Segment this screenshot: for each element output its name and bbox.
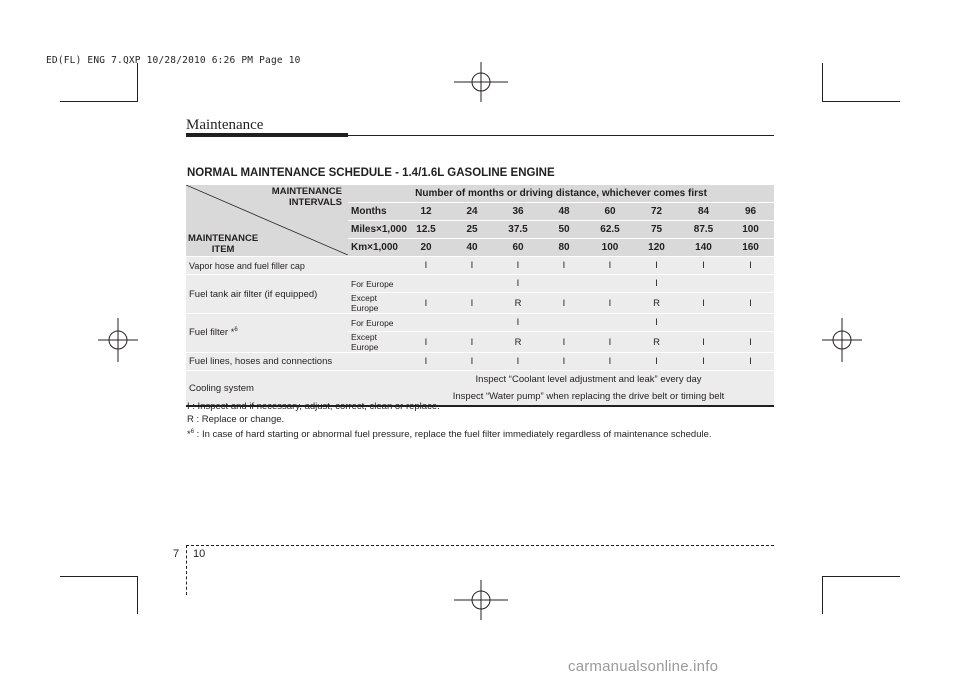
schedule-cell: I	[495, 314, 541, 332]
schedule-cell: I	[587, 293, 633, 314]
miles-label: Miles×1,000	[348, 221, 403, 239]
table-row-fuel-filter-europe	[186, 314, 774, 332]
months-cell: 72	[633, 203, 680, 221]
crop-mark	[822, 63, 823, 101]
cooling-line-2: Inspect “Water pump” when replacing the drive belt or timing belt	[452, 391, 725, 402]
months-cell: 48	[541, 203, 587, 221]
footer-rule	[186, 545, 774, 546]
corner-intervals-label: MAINTENANCE INTERVALS	[271, 186, 342, 208]
note-inspect: I : Inspect and if necessary, adjust, correct, clean or replace.	[187, 401, 440, 412]
schedule-cell: I	[587, 332, 633, 353]
schedule-cell: I	[403, 353, 449, 371]
table-header-row	[186, 185, 774, 203]
crop-mark	[822, 101, 900, 102]
item-label: Fuel lines, hoses and connections	[186, 353, 403, 371]
miles-cell: 12.5	[403, 221, 449, 239]
months-cell: 24	[449, 203, 495, 221]
registration-mark-icon	[454, 62, 508, 102]
miles-cell: 50	[541, 221, 587, 239]
schedule-cell	[727, 314, 774, 332]
km-label: Km×1,000	[348, 239, 403, 257]
crop-mark	[822, 576, 823, 614]
schedule-cell	[449, 275, 495, 293]
schedule-cell	[727, 275, 774, 293]
schedule-cell	[541, 275, 587, 293]
miles-cell: 100	[727, 221, 774, 239]
header-rule-thin	[348, 135, 774, 136]
page-header-title: Maintenance	[186, 117, 264, 133]
schedule-cell: I	[633, 314, 680, 332]
region-label: For Europe	[348, 314, 403, 332]
note-replace: R : Replace or change.	[187, 414, 285, 425]
schedule-cell: I	[633, 257, 680, 275]
page-number-value: 10	[193, 548, 206, 560]
schedule-cell: I	[541, 332, 587, 353]
item-label: Fuel tank air filter (if equipped)	[186, 275, 348, 314]
schedule-cell: I	[727, 257, 774, 275]
section-title: NORMAL MAINTENANCE SCHEDULE - 1.4/1.6L GASOLINE ENGINE	[187, 167, 555, 179]
months-cell: 84	[680, 203, 727, 221]
schedule-cell: I	[449, 353, 495, 371]
km-cell: 120	[633, 239, 680, 257]
table-row-tank-filter-europe	[186, 275, 774, 293]
print-slug: ED(FL) ENG 7.QXP 10/28/2010 6:26 PM Page 10	[46, 55, 301, 66]
schedule-cell	[403, 314, 449, 332]
schedule-cell: I	[495, 257, 541, 275]
registration-mark-icon	[98, 318, 138, 362]
schedule-cell: I	[727, 293, 774, 314]
schedule-cell: I	[587, 257, 633, 275]
region-label: For Europe	[348, 275, 403, 293]
chapter-number: 7	[173, 548, 180, 560]
months-cell: 60	[587, 203, 633, 221]
schedule-cell: I	[541, 293, 587, 314]
crop-mark	[60, 101, 138, 102]
km-cell: 100	[587, 239, 633, 257]
watermark: carmanualsonline.info	[568, 658, 719, 675]
schedule-cell	[587, 314, 633, 332]
schedule-cell	[680, 275, 727, 293]
corner-item-label: MAINTENANCE ITEM	[188, 233, 259, 255]
km-cell: 140	[680, 239, 727, 257]
crop-mark	[822, 576, 900, 577]
km-cell: 160	[727, 239, 774, 257]
note-fuel-filter: *$^6$ : In case of hard starting or abnormal fuel pressure, replace the fuel filter immediately regardless of maintenance schedule.	[187, 429, 712, 441]
km-cell: 60	[495, 239, 541, 257]
schedule-cell: R	[633, 293, 680, 314]
registration-mark-icon	[454, 580, 508, 620]
region-label: Except Europe	[348, 332, 403, 353]
schedule-cell	[403, 275, 449, 293]
region-label: Except Europe	[348, 293, 403, 314]
schedule-cell	[541, 314, 587, 332]
header-rule	[186, 133, 348, 137]
span-header: Number of months or driving distance, whichever comes first	[348, 185, 774, 203]
cooling-line-1: Inspect “Coolant level adjustment and leak” every day	[475, 374, 702, 385]
schedule-cell: I	[403, 293, 449, 314]
schedule-cell: I	[680, 353, 727, 371]
legend-notes	[187, 400, 712, 441]
table-corner-cell	[186, 185, 348, 257]
schedule-cell: I	[449, 293, 495, 314]
schedule-cell: I	[541, 353, 587, 371]
schedule-cell: I	[541, 257, 587, 275]
schedule-cell: I	[680, 332, 727, 353]
schedule-cell	[680, 314, 727, 332]
months-cell: 96	[727, 203, 774, 221]
miles-cell: 75	[633, 221, 680, 239]
item-label: Vapor hose and fuel filler cap	[186, 257, 403, 275]
schedule-cell: I	[449, 257, 495, 275]
schedule-cell: I	[403, 332, 449, 353]
table-row-vapor-hose	[186, 257, 774, 275]
miles-cell: 87.5	[680, 221, 727, 239]
crop-mark	[137, 63, 138, 101]
schedule-cell: I	[449, 332, 495, 353]
schedule-cell	[587, 275, 633, 293]
miles-cell: 25	[449, 221, 495, 239]
months-cell: 12	[403, 203, 449, 221]
months-label: Months	[348, 203, 403, 221]
schedule-cell: I	[495, 353, 541, 371]
km-cell: 20	[403, 239, 449, 257]
maintenance-schedule-table	[186, 184, 774, 407]
schedule-cell: I	[633, 353, 680, 371]
table-row-fuel-lines	[186, 353, 774, 371]
km-cell: 40	[449, 239, 495, 257]
schedule-cell: R	[633, 332, 680, 353]
schedule-cell: I	[680, 257, 727, 275]
schedule-cell: I	[727, 353, 774, 371]
schedule-cell: R	[495, 332, 541, 353]
miles-cell: 62.5	[587, 221, 633, 239]
schedule-cell: I	[403, 257, 449, 275]
schedule-cell: I	[680, 293, 727, 314]
crop-mark	[60, 576, 138, 577]
item-label: Fuel filter *$^6$	[186, 314, 348, 353]
registration-mark-icon	[822, 318, 862, 362]
page-number	[193, 548, 205, 560]
miles-cell: 37.5	[495, 221, 541, 239]
page-number	[173, 548, 179, 560]
schedule-cell: R	[495, 293, 541, 314]
months-cell: 36	[495, 203, 541, 221]
schedule-cell	[449, 314, 495, 332]
schedule-cell: I	[633, 275, 680, 293]
schedule-cell: I	[495, 275, 541, 293]
km-cell: 80	[541, 239, 587, 257]
schedule-cell: I	[587, 353, 633, 371]
schedule-cell: I	[727, 332, 774, 353]
crop-mark	[137, 576, 138, 614]
footer-divider	[186, 545, 187, 595]
item-label: Cooling system	[186, 371, 403, 407]
